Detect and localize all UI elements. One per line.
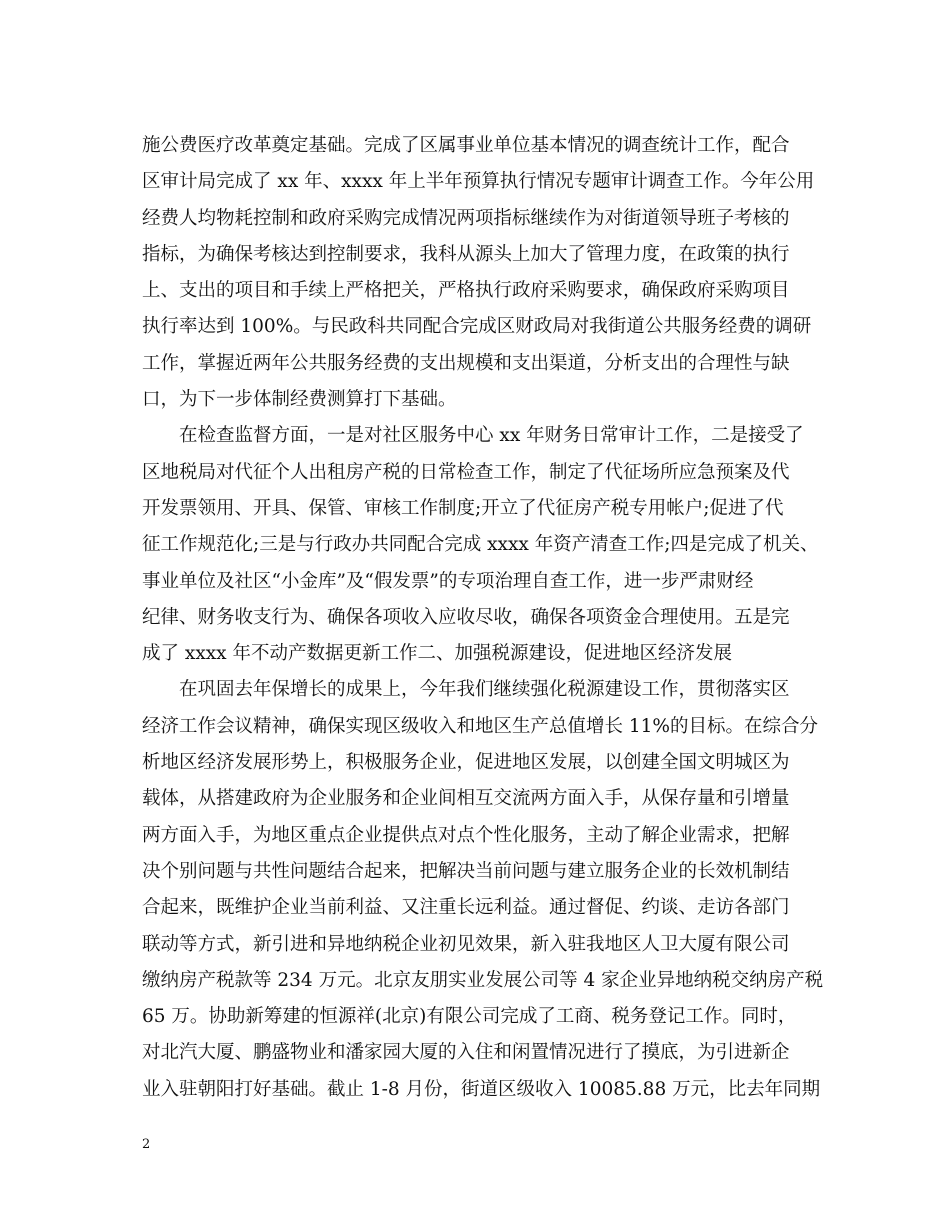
text-line: 载体，从搭建政府为企业服务和企业间相互交流两方面入手，从保存量和引增量 <box>142 788 790 810</box>
text-line: 65 万。协助新筹建的恒源祥(北京)有限公司完成了工商、税务登记工作。同时， <box>142 1006 797 1028</box>
page-number: 2 <box>142 1137 151 1152</box>
text-line: 开发票领用、开具、保管、审核工作制度;开立了代征房产税专用帐户;促进了代 <box>142 497 784 519</box>
text-line: 上、支出的项目和手续上严格把关，严格执行政府采购要求，确保政府采购项目 <box>142 280 790 302</box>
text-line: 事业单位及社区“小金库”及“假发票”的专项治理自查工作，进一步严肃财经 <box>142 570 754 592</box>
text-line: 成了 xxxx 年不动产数据更新工作二、加强税源建设，促进地区经济发展 <box>142 643 732 665</box>
text-line: 征工作规范化;三是与行政办共同配合完成 xxxx 年资产清查工作;四是完成了机关、 <box>142 534 819 556</box>
text-line: 联动等方式，新引进和异地纳税企业初见效果，新入驻我地区人卫大厦有限公司 <box>142 933 790 955</box>
text-line: 执行率达到 100%。与民政科共同配合完成区财政局对我街道公共服务经费的调研 <box>142 316 812 338</box>
text-line: 施公费医疗改革奠定基础。完成了区属事业单位基本情况的调查统计工作，配合 <box>142 135 790 156</box>
text-line: 在巩固去年保增长的成果上，今年我们继续强化税源建设工作，贯彻落实区 <box>142 679 790 701</box>
text-line: 区地税局对代征个人出租房产税的日常检查工作，制定了代征场所应急预案及代 <box>142 461 790 483</box>
text-line: 业入驻朝阳打好基础。截止 1-8 月份，街道区级收入 10085.88 万元，比去年同期 <box>142 1078 821 1100</box>
text-line: 在检查监督方面，一是对社区服务中心 xx 年财务日常审计工作，二是接受了 <box>142 425 804 447</box>
text-line: 经济工作会议精神，确保实现区级收入和地区生产总值增长 11%的目标。在综合分 <box>142 715 819 737</box>
text-line: 口，为下一步体制经费测算打下基础。 <box>142 389 457 411</box>
text-line: 析地区经济发展形势上，积极服务企业，促进地区发展，以创建全国文明城区为 <box>142 752 790 774</box>
text-line: 决个别问题与共性问题结合起来，把解决当前问题与建立服务企业的长效机制结 <box>142 860 790 882</box>
text-line: 区审计局完成了 xx 年、xxxx 年上半年预算执行情况专题审计调查工作。今年公用 <box>142 171 815 193</box>
text-line: 两方面入手，为地区重点企业提供点对点个性化服务，主动了解企业需求，把解 <box>142 824 790 846</box>
text-line: 指标，为确保考核达到控制要求，我科从源头上加大了管理力度，在政策的执行 <box>142 243 790 265</box>
text-line: 纪律、财务收支行为、确保各项收入应收尽收，确保各项资金合理使用。五是完 <box>142 606 790 628</box>
text-line: 缴纳房产税款等 234 万元。北京友朋实业发展公司等 4 家企业异地纳税交纳房产税 <box>142 969 824 991</box>
body-text <box>142 128 822 1108</box>
text-line: 经费人均物耗控制和政府采购完成情况两项指标继续作为对街道领导班子考核的 <box>142 207 790 229</box>
text-line: 对北汽大厦、鹏盛物业和潘家园大厦的入住和闲置情况进行了摸底，为引进新企 <box>142 1042 790 1064</box>
text-line: 合起来，既维护企业当前利益、又注重长远利益。通过督促、约谈、走访各部门 <box>142 897 790 919</box>
text-line: 工作，掌握近两年公共服务经费的支出规模和支出渠道，分析支出的合理性与缺 <box>142 352 790 374</box>
